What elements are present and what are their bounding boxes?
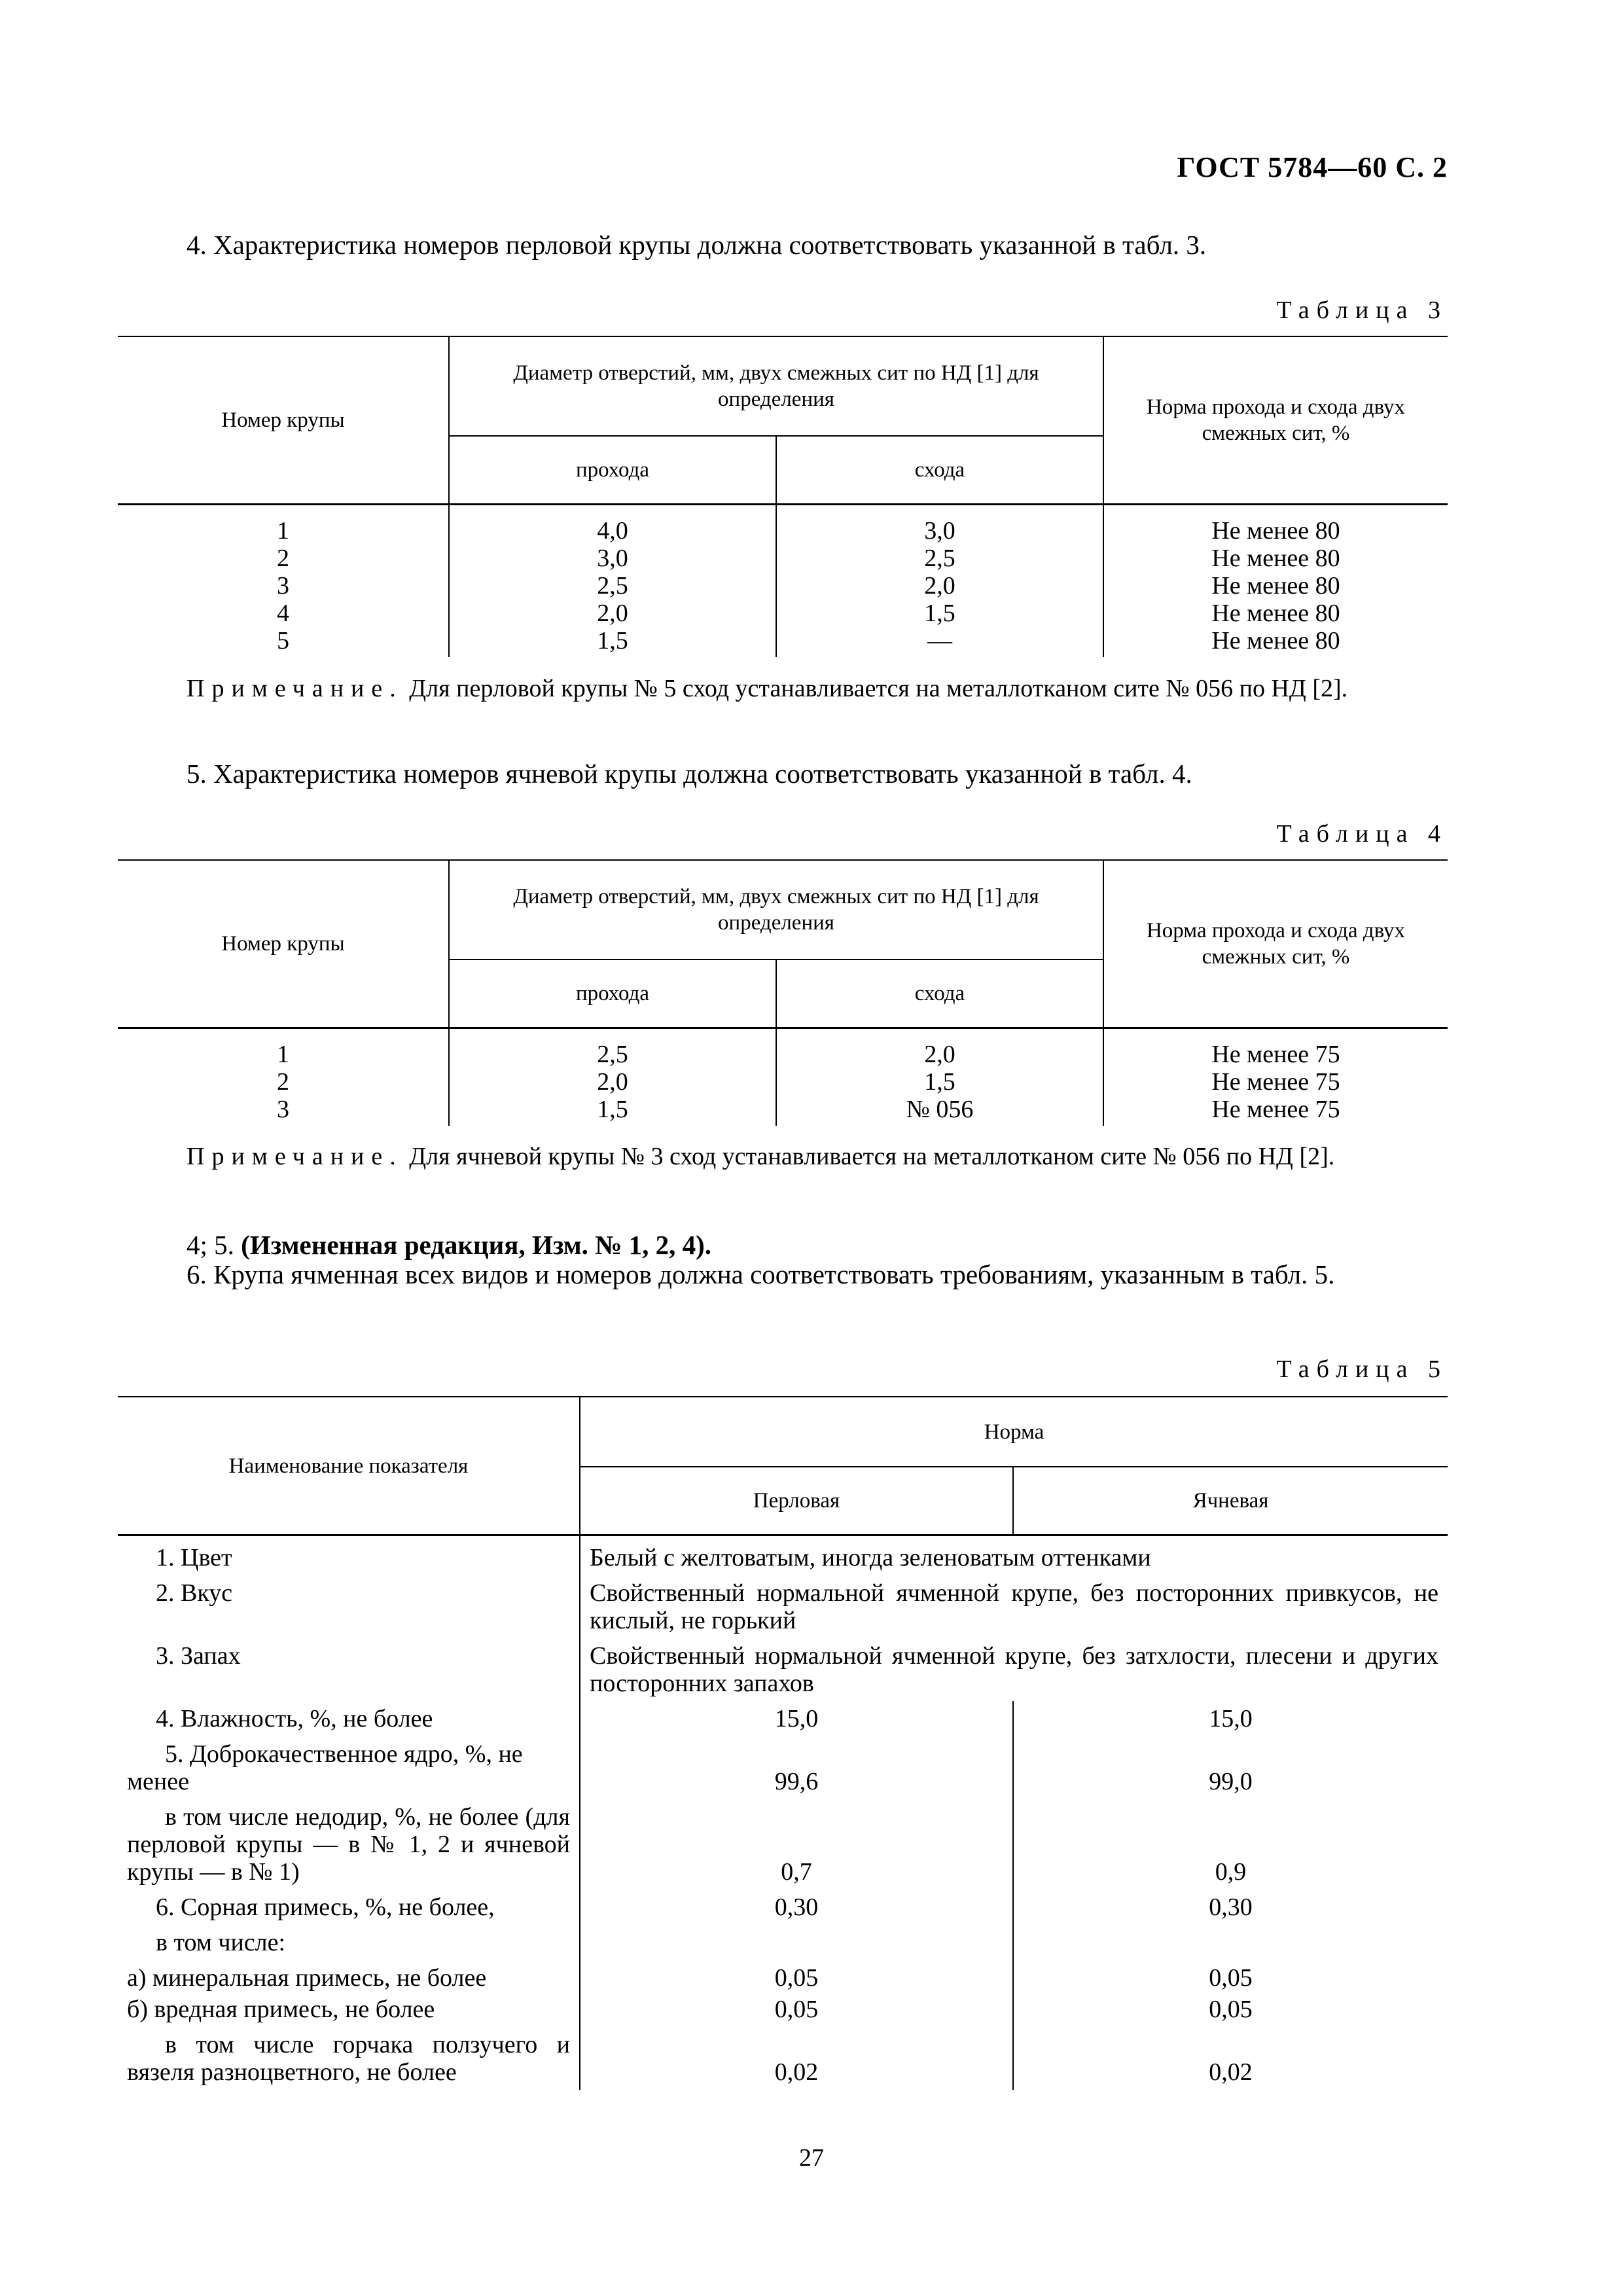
cell-pearl: 15,0 (580, 1701, 1013, 1736)
note-label: Примечание. (187, 675, 403, 702)
table-3-note (118, 674, 1448, 703)
cell-retain: 3,0 (776, 505, 1103, 545)
cell-retain: 2,0 (776, 1028, 1103, 1069)
table-3-header-retain: схода (776, 436, 1103, 505)
cell-barley: 0,05 (1209, 1964, 1253, 1992)
cell-indicator: 1. Цвет (118, 1535, 580, 1576)
cell-indicator: а) минеральная примесь, не более (118, 1960, 580, 1996)
cell-norm: Не менее 80 (1211, 572, 1340, 600)
cell-pearl: 0,05 (580, 1960, 1013, 1996)
section-6-text: 6. Крупа ячменная всех видов и номеров должна соответствовать требованиям, указанным в табл. 5. (187, 1259, 1335, 1289)
cell-norm: Не менее 75 (1211, 1096, 1340, 1123)
cell-retain: 1,5 (776, 600, 1103, 627)
table-4-header-pass: прохода (449, 960, 776, 1028)
cell-norm: Не менее 80 (1211, 545, 1340, 572)
cell-number: 3 (118, 1096, 449, 1126)
cell-pass: 3,0 (449, 545, 776, 572)
cell-number: 4 (118, 600, 449, 627)
cell-pass: 1,5 (449, 627, 776, 657)
table-5-header-barley: Ячневая (1013, 1467, 1448, 1535)
cell-retain: 1,5 (776, 1068, 1103, 1096)
cell-indicator: 6. Сорная примесь, %, не более, (118, 1890, 580, 1925)
table-row (118, 2027, 1448, 2090)
cell-retain: 2,5 (776, 545, 1103, 572)
table-row (118, 1890, 1448, 1925)
table-row (118, 1799, 1448, 1890)
cell-indicator: б) вредная примесь, не более (118, 1996, 580, 2027)
cell-number: 1 (118, 1028, 449, 1069)
cell-pearl: 0,30 (580, 1890, 1013, 1925)
table-row (118, 1638, 1448, 1701)
table-row (118, 1068, 1448, 1096)
table-5-header-indicator: Наименование показателя (118, 1397, 580, 1535)
cell-retain: — (776, 627, 1103, 657)
cell-barley: 0,05 (1209, 1996, 1253, 2023)
cell-pass: 2,5 (449, 1028, 776, 1069)
section-4-text: 4. Характеристика номеров перловой крупы должна соответствовать указанной в табл. 3. (187, 230, 1207, 260)
table-5-header-pearl: Перловая (580, 1467, 1013, 1535)
cell-indicator: в том числе горчака ползучего и вязеля разноцветного, не более (118, 2027, 580, 2090)
table-4-caption: Таблица 4 (1276, 820, 1448, 848)
table-row (118, 1028, 1448, 1069)
section-5-text: 5. Характеристика номеров ячневой крупы должна соответствовать указанной в табл. 4. (187, 759, 1192, 789)
table-5-caption: Таблица 5 (1276, 1355, 1448, 1383)
cell-norm-span: Белый с желтоватым, иногда зеленоватым оттенками (590, 1544, 1151, 1571)
cell-norm: Не менее 80 (1211, 600, 1340, 627)
table-row (118, 1925, 1448, 1960)
table-4-header-number: Номер крупы (118, 860, 449, 1028)
table-5-header-norm: Норма (580, 1397, 1448, 1467)
table-row (118, 505, 1448, 545)
cell-indicator: в том числе недодир, %, не более (для перловой крупы — в № 1, 2 и ячневой крупы — в № 1) (118, 1799, 580, 1890)
table-3-header-diameter: Диаметр отверстий, мм, двух смежных сит по НД [1] для определения (449, 336, 1103, 436)
cell-barley: 0,9 (1215, 1858, 1247, 1886)
cell-indicator: 3. Запах (118, 1638, 580, 1701)
cell-indicator: в том числе: (118, 1925, 580, 1960)
cell-number: 5 (118, 627, 449, 657)
table-3-caption: Таблица 3 (1276, 296, 1448, 324)
document-reference: ГОСТ 5784—60 С. 2 (1177, 151, 1448, 183)
table-4-note (118, 1142, 1448, 1171)
cell-norm: Не менее 75 (1211, 1041, 1340, 1068)
cell-retain: 2,0 (776, 572, 1103, 600)
cell-barley: 0,02 (1209, 2058, 1253, 2086)
cell-norm-span: Свойственный нормальной ячменной крупе, без затхлости, плесени и других посторонних запахов (590, 1642, 1439, 1697)
note-text: Для ячневой крупы № 3 сход устанавливается на металлотканом сите № 056 по НД [2]. (402, 1143, 1335, 1170)
cell-number: 2 (118, 1068, 449, 1096)
note-text: Для перловой крупы № 5 сход устанавливается на металлотканом сите № 056 по НД [2]. (402, 675, 1348, 702)
table-row (118, 1701, 1448, 1736)
note-label: Примечание. (187, 1143, 403, 1170)
table-row (118, 600, 1448, 627)
table-row (118, 545, 1448, 572)
table-4-header-diameter: Диаметр отверстий, мм, двух смежных сит по НД [1] для определения (449, 860, 1103, 960)
cell-indicator: 2. Вкус (118, 1575, 580, 1638)
page-number: 27 (799, 2144, 824, 2172)
cell-indicator: 4. Влажность, %, не более (118, 1701, 580, 1736)
cell-pearl (580, 1925, 1013, 1960)
table-4-header-norm: Норма прохода и схода двух смежных сит, % (1103, 860, 1448, 1028)
cell-barley: 99,0 (1209, 1768, 1253, 1795)
table-3-header-norm: Норма прохода и схода двух смежных сит, % (1103, 336, 1448, 505)
table-row (118, 1960, 1448, 1996)
cell-pearl: 99,6 (580, 1736, 1013, 1799)
table-5 (118, 1396, 1448, 2090)
cell-norm: Не менее 75 (1211, 1068, 1340, 1096)
table-row (118, 627, 1448, 657)
table-3-header-pass: прохода (449, 436, 776, 505)
table-4 (118, 859, 1448, 1126)
cell-pass: 2,0 (449, 600, 776, 627)
cell-barley: 15,0 (1209, 1705, 1253, 1732)
cell-number: 2 (118, 545, 449, 572)
table-row (118, 1575, 1448, 1638)
cell-barley (1013, 1925, 1448, 1960)
cell-number: 1 (118, 505, 449, 545)
cell-pass: 2,0 (449, 1068, 776, 1096)
amendment-line (118, 1230, 1448, 1259)
table-row (118, 1996, 1448, 2027)
table-row (118, 1096, 1448, 1126)
cell-pearl: 0,02 (580, 2027, 1013, 2090)
cell-pass: 4,0 (449, 505, 776, 545)
cell-barley: 0,30 (1209, 1893, 1253, 1921)
cell-norm: Не менее 80 (1211, 627, 1340, 655)
cell-norm-span: Свойственный нормальной ячменной крупе, без посторонних привкусов, не кислый, не горький (590, 1579, 1439, 1634)
table-row (118, 1535, 1448, 1576)
table-row (118, 1736, 1448, 1799)
cell-retain: № 056 (776, 1096, 1103, 1126)
cell-pearl: 0,05 (580, 1996, 1013, 2027)
amendment-bold: (Измененная редакция, Изм. № 1, 2, 4). (241, 1230, 712, 1260)
table-row (118, 572, 1448, 600)
cell-norm: Не менее 80 (1211, 517, 1340, 545)
cell-pass: 1,5 (449, 1096, 776, 1126)
table-3-header-number: Номер крупы (118, 336, 449, 505)
table-3 (118, 336, 1448, 657)
amendment-prefix: 4; 5. (187, 1230, 241, 1260)
cell-pass: 2,5 (449, 572, 776, 600)
cell-number: 3 (118, 572, 449, 600)
cell-indicator: 5. Доброкачественное ядро, %, не менее (118, 1736, 580, 1799)
cell-pearl: 0,7 (580, 1799, 1013, 1890)
table-4-header-retain: схода (776, 960, 1103, 1028)
